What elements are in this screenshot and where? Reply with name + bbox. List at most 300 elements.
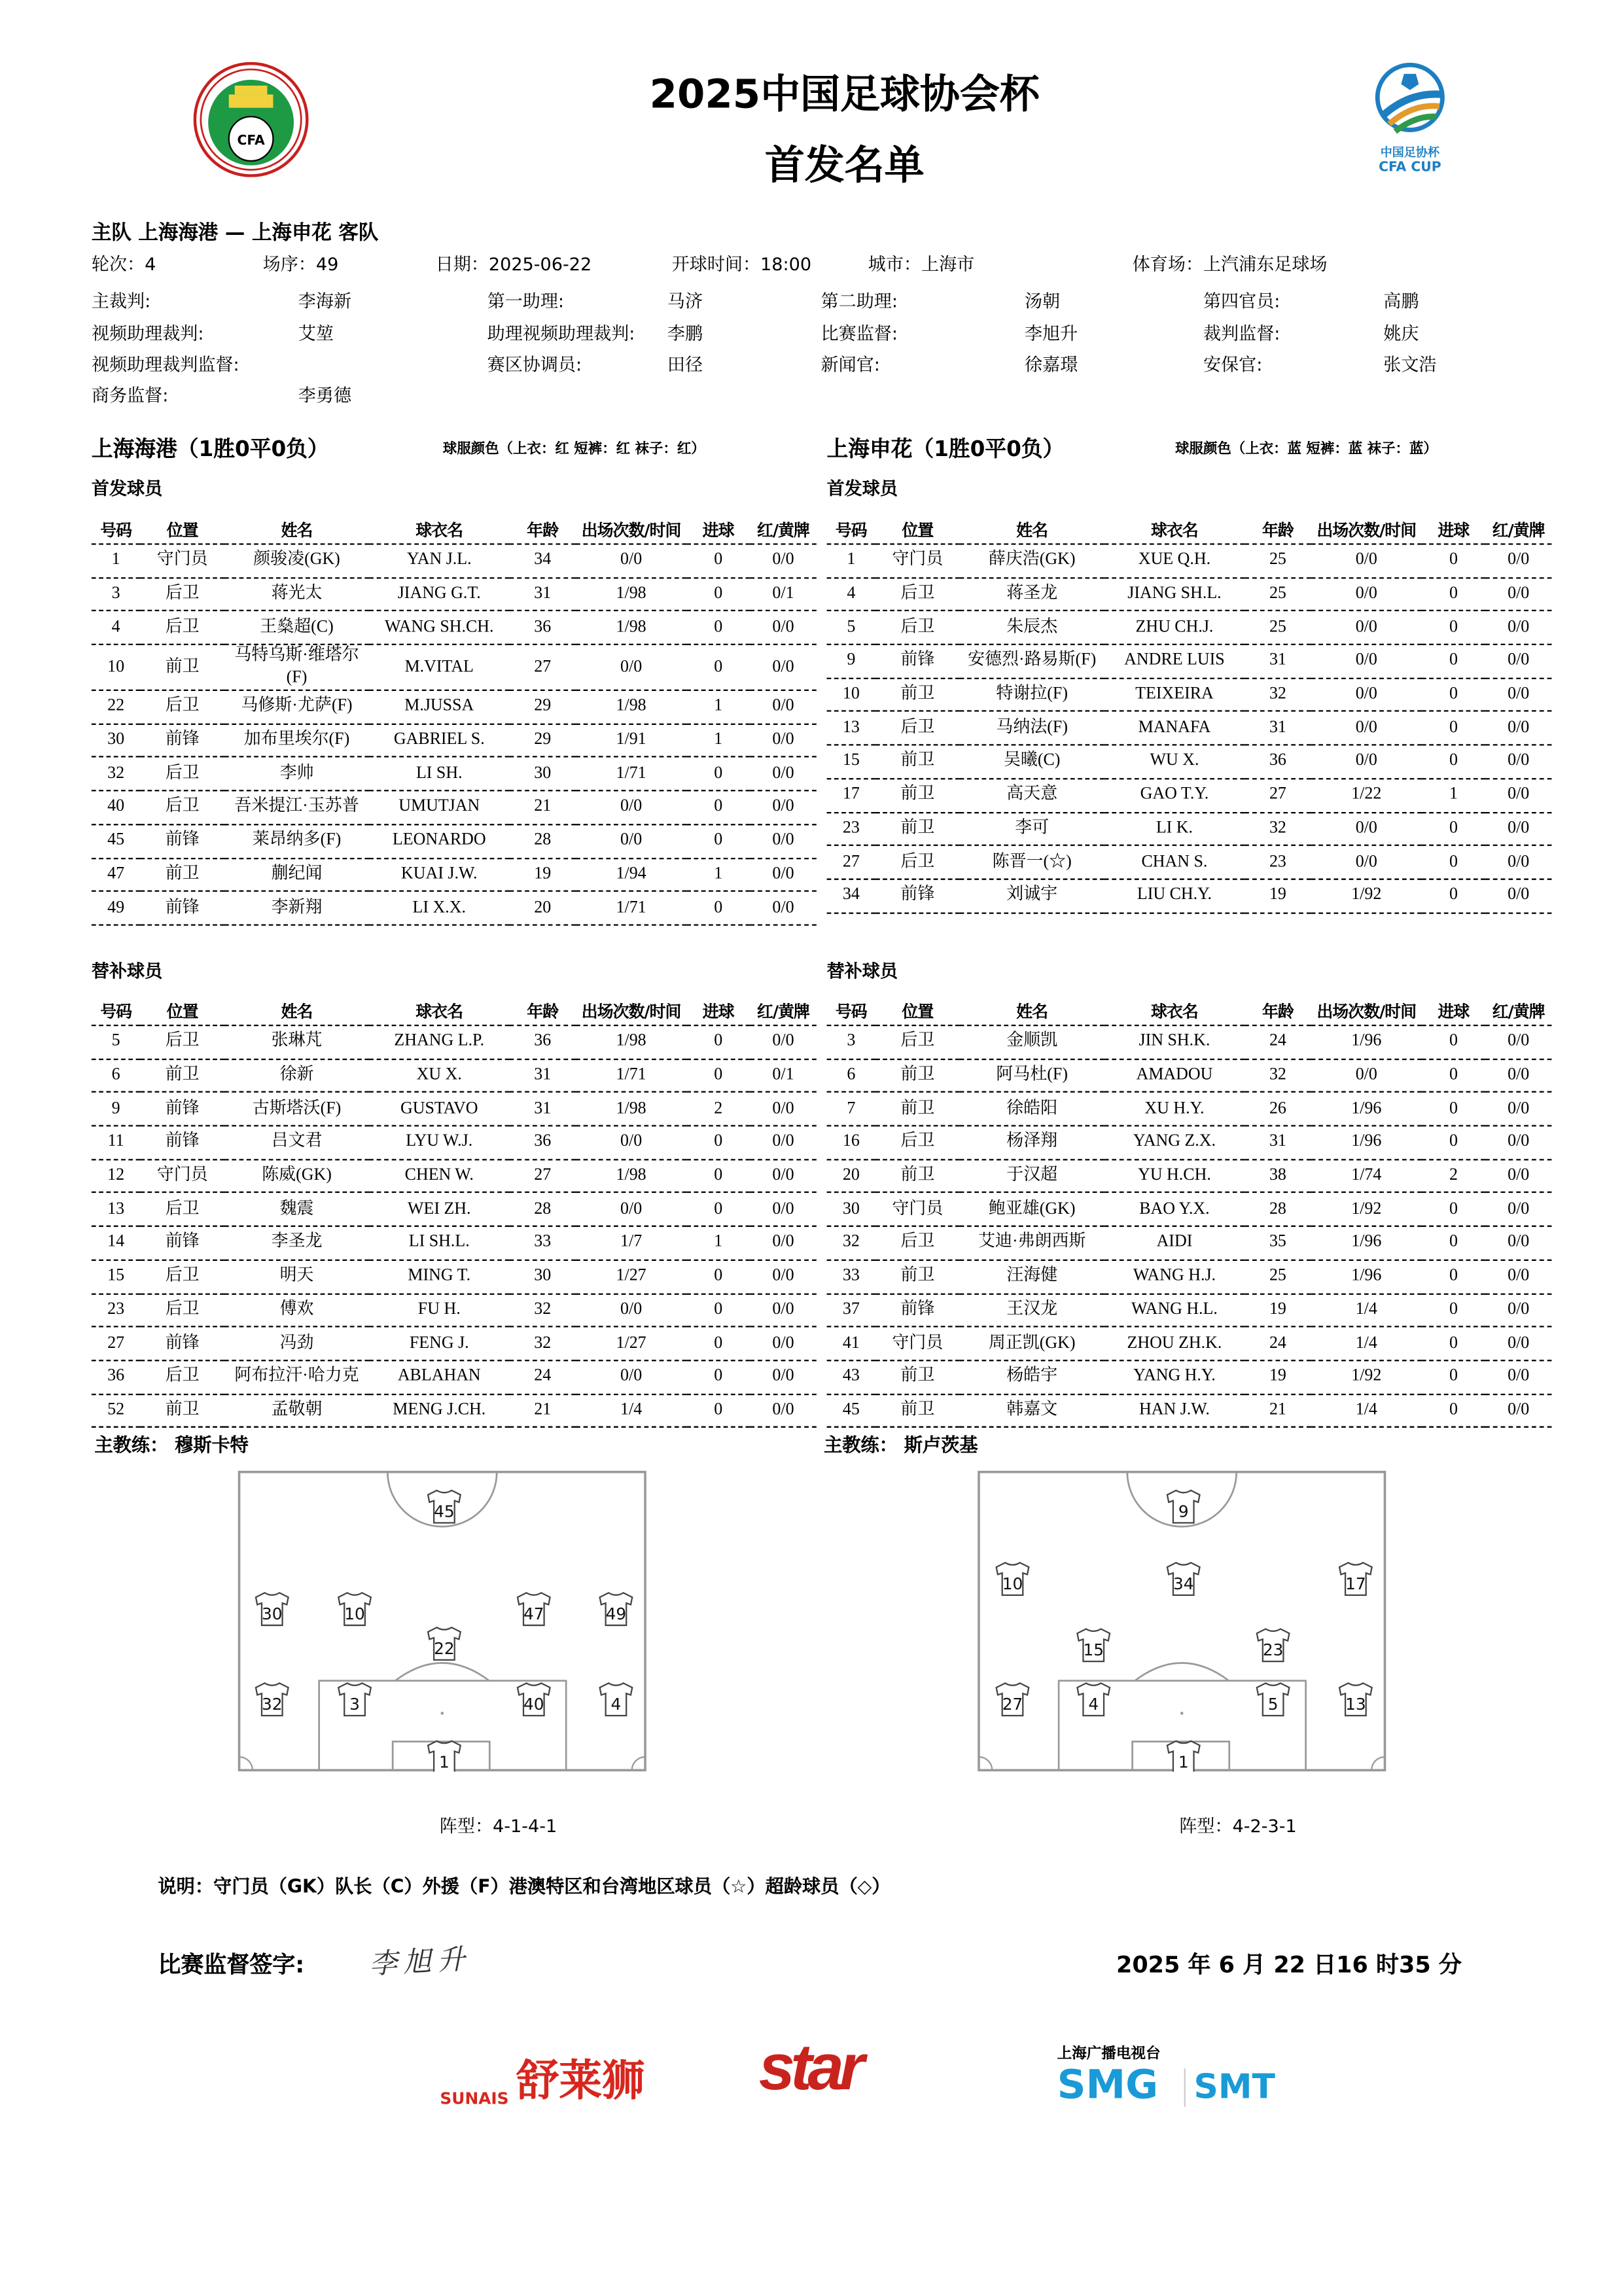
shirt-name: XUE Q.H. — [1104, 544, 1244, 577]
player-position: 后卫 — [875, 1226, 960, 1260]
shirt-name: LEONARDO — [369, 824, 509, 858]
player-number: 30 — [92, 724, 140, 757]
player-age: 26 — [1244, 1092, 1311, 1125]
cards: 0/0 — [1485, 1226, 1552, 1260]
goals: 0 — [1422, 544, 1485, 577]
player-name: 徐皓阳 — [960, 1092, 1104, 1125]
player-position: 前卫 — [140, 1394, 224, 1427]
goals: 0 — [686, 578, 750, 611]
official-label: 新闻官: — [821, 354, 880, 376]
player-shirt-number: 10 — [1002, 1574, 1023, 1593]
player-number: 13 — [92, 1193, 140, 1226]
cards: 0/0 — [750, 791, 817, 824]
cards: 0/0 — [1485, 1126, 1552, 1159]
table-row — [827, 1360, 1552, 1394]
cards: 0/0 — [1485, 1092, 1552, 1125]
shirt-name: YU H.CH. — [1104, 1159, 1244, 1193]
goals: 0 — [686, 1193, 750, 1226]
player-name: 吕文君 — [224, 1126, 369, 1159]
player-position: 后卫 — [140, 1193, 224, 1226]
player-number: 45 — [827, 1394, 875, 1427]
shirt-name: ZHANG L.P. — [369, 1025, 509, 1059]
table-row — [827, 1025, 1552, 1059]
cards: 0/0 — [1485, 645, 1552, 678]
table-row — [92, 544, 817, 577]
shirt-name: JIANG SH.L. — [1104, 578, 1244, 611]
goals: 0 — [1422, 745, 1485, 779]
goals: 0 — [1422, 1059, 1485, 1092]
sunais-cn-wordmark: 舒莱狮 — [516, 2055, 645, 2106]
table-row — [92, 1360, 817, 1394]
official-name: 高鹏 — [1383, 291, 1419, 312]
player-name: 阿马杜(F) — [960, 1059, 1104, 1092]
player-number: 20 — [827, 1159, 875, 1193]
table-row — [92, 690, 817, 724]
goals: 2 — [686, 1092, 750, 1125]
table-row — [92, 1394, 817, 1427]
appearances-minutes: 0/0 — [576, 824, 686, 858]
player-position: 前卫 — [140, 645, 224, 690]
player-shirt-number: 17 — [1345, 1574, 1366, 1593]
player-number: 15 — [827, 745, 875, 779]
appearances-minutes: 1/27 — [576, 1327, 686, 1360]
column-header: 位置 — [875, 509, 960, 544]
column-header: 球衣名 — [369, 991, 509, 1025]
official-name: 张文浩 — [1383, 354, 1437, 376]
player-number: 11 — [92, 1126, 140, 1159]
shirt-name: XU H.Y. — [1104, 1092, 1244, 1125]
player-shirt-number: 1 — [1178, 1752, 1189, 1772]
player-position: 后卫 — [875, 578, 960, 611]
cards: 0/0 — [750, 1126, 817, 1159]
player-shirt-number: 3 — [349, 1695, 360, 1714]
goals: 0 — [1422, 1126, 1485, 1159]
team-name: 上海申花（1胜0平0负） — [826, 438, 1065, 463]
goals: 0 — [1422, 645, 1485, 678]
goals: 1 — [686, 724, 750, 757]
player-name: 李圣龙 — [224, 1226, 369, 1260]
appearances-minutes: 1/92 — [1311, 879, 1422, 912]
appearances-minutes: 1/96 — [1311, 1126, 1422, 1159]
player-shirt-number: 1 — [439, 1752, 450, 1772]
cards: 0/0 — [750, 1260, 817, 1293]
player-name: 冯劲 — [224, 1327, 369, 1360]
player-number: 3 — [827, 1025, 875, 1059]
penalty-spot — [441, 1712, 444, 1715]
table-row — [92, 578, 817, 611]
appearances-minutes: 0/0 — [576, 791, 686, 824]
appearances-minutes: 0/0 — [576, 1360, 686, 1394]
shirt-name: ANDRE LUIS — [1104, 645, 1244, 678]
player-number: 45 — [92, 824, 140, 858]
shirt-name: LI SH.L. — [369, 1226, 509, 1260]
appearances-minutes: 0/0 — [1311, 578, 1422, 611]
cards: 0/0 — [1485, 1327, 1552, 1360]
player-number: 17 — [827, 779, 875, 812]
shirt-name: YANG Z.X. — [1104, 1126, 1244, 1159]
shirt-name: WANG H.J. — [1104, 1260, 1244, 1293]
appearances-minutes: 1/98 — [576, 690, 686, 724]
goals: 0 — [1422, 578, 1485, 611]
starters-table — [827, 509, 1552, 913]
table-header-row — [92, 509, 817, 544]
table-row — [827, 1260, 1552, 1293]
player-shirt-number: 9 — [1178, 1502, 1189, 1521]
appearances-minutes: 1/71 — [576, 757, 686, 790]
cards: 0/0 — [1485, 678, 1552, 711]
player-age: 32 — [1244, 812, 1311, 845]
goals: 0 — [1422, 1226, 1485, 1260]
player-age: 33 — [509, 1226, 576, 1260]
cards: 0/0 — [1485, 1360, 1552, 1394]
table-row — [92, 1327, 817, 1360]
player-position: 前卫 — [875, 1360, 960, 1394]
player-number: 10 — [827, 678, 875, 711]
player-shirt-number: 47 — [523, 1604, 544, 1623]
goals: 0 — [686, 1327, 750, 1360]
shirt-name: TEIXEIRA — [1104, 678, 1244, 711]
player-number: 36 — [92, 1360, 140, 1394]
official-name: 徐嘉璟 — [1024, 354, 1078, 376]
player-name: 明天 — [224, 1260, 369, 1293]
stadium: 体育场：上汽浦东足球场 — [1132, 254, 1328, 275]
player-age: 29 — [509, 724, 576, 757]
cards: 0/1 — [750, 1059, 817, 1092]
player-number: 12 — [92, 1159, 140, 1193]
column-header: 进球 — [686, 991, 750, 1025]
match-number: 场序：49 — [262, 254, 339, 275]
svg-text:CFA: CFA — [237, 132, 265, 149]
player-name: 颜骏凌(GK) — [224, 544, 369, 577]
player-number: 15 — [92, 1260, 140, 1293]
starters-table — [92, 509, 817, 925]
appearances-minutes: 1/96 — [1311, 1025, 1422, 1059]
goals: 0 — [686, 791, 750, 824]
cup-logo-en: CFA CUP — [1379, 160, 1441, 176]
shirt-name: ZHOU ZH.K. — [1104, 1327, 1244, 1360]
table-header-row — [827, 991, 1552, 1025]
appearances-minutes: 0/0 — [1311, 678, 1422, 711]
shirt-name: YANG H.Y. — [1104, 1360, 1244, 1394]
official-name: 姚庆 — [1383, 323, 1419, 344]
column-header: 球衣名 — [369, 509, 509, 544]
player-number: 41 — [827, 1327, 875, 1360]
player-name: 杨泽翔 — [960, 1126, 1104, 1159]
appearances-minutes: 0/0 — [1311, 544, 1422, 577]
goals: 0 — [686, 1294, 750, 1327]
shirt-name: AIDI — [1104, 1226, 1244, 1260]
table-row — [827, 544, 1552, 577]
player-position: 后卫 — [140, 1294, 224, 1327]
official-name: 李鹏 — [667, 323, 703, 344]
player-number: 49 — [92, 891, 140, 925]
goals: 0 — [686, 1025, 750, 1059]
appearances-minutes: 0/0 — [1311, 711, 1422, 745]
table-row — [827, 1193, 1552, 1226]
column-header: 号码 — [827, 509, 875, 544]
table-row — [827, 578, 1552, 611]
column-header: 年龄 — [1244, 991, 1311, 1025]
player-shirt-number: 32 — [261, 1695, 283, 1714]
table-row — [92, 824, 817, 858]
appearances-minutes: 1/94 — [576, 858, 686, 891]
player-shirt-number: 5 — [1267, 1695, 1279, 1714]
player-name: 蒋圣龙 — [960, 578, 1104, 611]
official-name: 田径 — [667, 354, 703, 376]
player-position: 前卫 — [875, 745, 960, 779]
player-number: 16 — [827, 1126, 875, 1159]
cards: 0/0 — [1485, 745, 1552, 779]
player-age: 31 — [1244, 1126, 1311, 1159]
player-age: 19 — [509, 858, 576, 891]
sponsor-sunais-logo — [440, 2048, 644, 2109]
official-name: 李勇德 — [298, 385, 352, 406]
player-position: 后卫 — [140, 1260, 224, 1293]
shirt-name: LYU W.J. — [369, 1126, 509, 1159]
player-name: 吾米提江·玉苏普 — [224, 791, 369, 824]
player-shirt-number: 4 — [610, 1695, 622, 1714]
shirt-name: M.JUSSA — [369, 690, 509, 724]
table-row — [92, 611, 817, 645]
player-name: 朱辰杰 — [960, 611, 1104, 645]
player-shirt-number: 22 — [434, 1638, 455, 1658]
shirt-name: MENG J.CH. — [369, 1394, 509, 1427]
shirt-name: LI X.X. — [369, 891, 509, 925]
player-position: 后卫 — [875, 845, 960, 879]
goals: 0 — [686, 1260, 750, 1293]
player-number: 4 — [827, 578, 875, 611]
city: 城市：上海市 — [868, 254, 975, 275]
appearances-minutes: 0/0 — [1311, 611, 1422, 645]
appearances-minutes: 0/0 — [1311, 812, 1422, 845]
player-age: 25 — [1244, 611, 1311, 645]
player-name: 王汉龙 — [960, 1294, 1104, 1327]
appearances-minutes: 0/0 — [576, 1294, 686, 1327]
player-name: 鲍亚雄(GK) — [960, 1193, 1104, 1226]
player-name: 李新翔 — [224, 891, 369, 925]
goals: 0 — [1422, 1260, 1485, 1293]
table-row — [827, 611, 1552, 645]
goals: 0 — [1422, 711, 1485, 745]
player-position: 后卫 — [140, 1360, 224, 1394]
player-name: 安德烈·路易斯(F) — [960, 645, 1104, 678]
cards: 0/0 — [1485, 1025, 1552, 1059]
player-name: 陈晋一(☆) — [960, 845, 1104, 879]
player-name: 艾迪·弗朗西斯 — [960, 1226, 1104, 1260]
cup-ball-icon — [1375, 62, 1445, 139]
player-name: 韩嘉文 — [960, 1394, 1104, 1427]
column-header: 球衣名 — [1104, 991, 1244, 1025]
player-name: 莱昂纳多(F) — [224, 824, 369, 858]
kickoff-time: 开球时间：18:00 — [671, 254, 812, 275]
shirt-name: CHEN W. — [369, 1159, 509, 1193]
cards: 0/0 — [1485, 779, 1552, 812]
shirt-name: GABRIEL S. — [369, 724, 509, 757]
goals: 0 — [686, 1059, 750, 1092]
table-row — [92, 1159, 817, 1193]
player-name: 杨皓宇 — [960, 1360, 1104, 1394]
goals: 0 — [1422, 1025, 1485, 1059]
appearances-minutes: 1/98 — [576, 1159, 686, 1193]
player-position: 前卫 — [875, 779, 960, 812]
official-label: 安保官: — [1203, 354, 1263, 376]
official-name: 艾堃 — [298, 323, 334, 344]
player-name: 阿布拉汗·哈力克 — [224, 1360, 369, 1394]
shirt-name: GUSTAVO — [369, 1092, 509, 1125]
appearances-minutes: 1/4 — [576, 1394, 686, 1427]
player-number: 32 — [827, 1226, 875, 1260]
cards: 0/0 — [1485, 845, 1552, 879]
table-row — [827, 879, 1552, 912]
smt-wordmark: SMT — [1184, 2068, 1275, 2107]
player-age: 19 — [1244, 1294, 1311, 1327]
player-number: 13 — [827, 711, 875, 745]
player-shirt-number: 4 — [1088, 1695, 1099, 1714]
player-name: 张琳芃 — [224, 1025, 369, 1059]
page-subtitle: 首发名单 — [764, 143, 925, 189]
player-name: 吴曦(C) — [960, 745, 1104, 779]
goals: 0 — [686, 645, 750, 690]
player-position: 前卫 — [140, 1059, 224, 1092]
shirt-name: UMUTJAN — [369, 791, 509, 824]
player-age: 19 — [1244, 879, 1311, 912]
cards: 0/0 — [750, 1294, 817, 1327]
player-position: 后卫 — [140, 690, 224, 724]
match-date: 日期：2025-06-22 — [435, 254, 592, 275]
player-shirt-number: 10 — [344, 1604, 365, 1623]
player-number: 47 — [92, 858, 140, 891]
column-header: 姓名 — [224, 509, 369, 544]
official-label: 裁判监督: — [1203, 323, 1280, 344]
column-header: 红/黄牌 — [750, 991, 817, 1025]
table-row — [92, 757, 817, 790]
player-age: 35 — [1244, 1226, 1311, 1260]
player-shirt-number: 27 — [1002, 1695, 1023, 1714]
cards: 0/0 — [1485, 611, 1552, 645]
player-number: 23 — [827, 812, 875, 845]
cards: 0/0 — [1485, 711, 1552, 745]
appearances-minutes: 1/74 — [1311, 1159, 1422, 1193]
player-age: 31 — [1244, 645, 1311, 678]
shirt-name: MING T. — [369, 1260, 509, 1293]
player-position: 后卫 — [140, 1025, 224, 1059]
cards: 0/0 — [1485, 578, 1552, 611]
player-age: 27 — [509, 1159, 576, 1193]
player-name: 蒋光太 — [224, 578, 369, 611]
official-name: 李海新 — [298, 291, 352, 312]
appearances-minutes: 1/4 — [1311, 1327, 1422, 1360]
player-number: 3 — [92, 578, 140, 611]
cards: 0/0 — [1485, 1159, 1552, 1193]
cards: 0/0 — [750, 824, 817, 858]
player-position: 守门员 — [140, 1159, 224, 1193]
formation-pitch — [238, 1470, 646, 1771]
table-row — [827, 1092, 1552, 1125]
player-position: 前卫 — [875, 1059, 960, 1092]
goals: 1 — [686, 1226, 750, 1260]
column-header: 姓名 — [960, 509, 1104, 544]
signature-timestamp: 2025 年 6 月 22 日16 时35 分 — [1116, 1951, 1462, 1979]
player-number: 9 — [92, 1092, 140, 1125]
player-number: 37 — [827, 1294, 875, 1327]
table-row — [827, 1159, 1552, 1193]
player-age: 34 — [509, 544, 576, 577]
shirt-name: GAO T.Y. — [1104, 779, 1244, 812]
player-name: 刘诚宇 — [960, 879, 1104, 912]
table-row — [92, 1294, 817, 1327]
player-position: 前卫 — [875, 1092, 960, 1125]
table-row — [92, 1126, 817, 1159]
player-position: 后卫 — [875, 1126, 960, 1159]
player-name: 薛庆浩(GK) — [960, 544, 1104, 577]
player-age: 21 — [1244, 1394, 1311, 1427]
table-row — [92, 1193, 817, 1226]
shirt-name: M.VITAL — [369, 645, 509, 690]
table-row — [92, 1260, 817, 1293]
table-row — [827, 845, 1552, 879]
player-age: 29 — [509, 690, 576, 724]
cards: 0/0 — [750, 611, 817, 645]
player-number: 40 — [92, 791, 140, 824]
column-header: 位置 — [140, 991, 224, 1025]
table-row — [827, 1394, 1552, 1427]
player-number: 30 — [827, 1193, 875, 1226]
goals: 1 — [686, 858, 750, 891]
formation-label: 阵型：4-2-3-1 — [1179, 1816, 1297, 1837]
appearances-minutes: 0/0 — [576, 544, 686, 577]
table-header-row — [827, 509, 1552, 544]
goals: 0 — [1422, 845, 1485, 879]
cards: 0/0 — [750, 1025, 817, 1059]
kit-colors: 球服颜色（上衣：红 短裤：红 袜子：红） — [442, 441, 705, 458]
player-position: 前卫 — [875, 1159, 960, 1193]
shirt-name: KUAI J.W. — [369, 858, 509, 891]
player-name: 高天意 — [960, 779, 1104, 812]
appearances-minutes: 1/98 — [576, 578, 686, 611]
player-number: 52 — [92, 1394, 140, 1427]
official-label: 主裁判: — [91, 291, 151, 312]
player-name: 古斯塔沃(F) — [224, 1092, 369, 1125]
appearances-minutes: 1/98 — [576, 1025, 686, 1059]
table-row — [827, 711, 1552, 745]
player-position: 前卫 — [140, 858, 224, 891]
goals: 0 — [686, 611, 750, 645]
table-row — [92, 724, 817, 757]
player-position: 守门员 — [140, 544, 224, 577]
player-shirt-number: 34 — [1173, 1574, 1194, 1593]
table-row — [827, 1327, 1552, 1360]
player-name: 加布里埃尔(F) — [224, 724, 369, 757]
cards: 0/0 — [750, 1092, 817, 1125]
player-age: 36 — [509, 1126, 576, 1159]
official-label: 第二助理: — [821, 291, 898, 312]
appearances-minutes: 0/0 — [1311, 645, 1422, 678]
player-age: 32 — [509, 1327, 576, 1360]
player-position: 前锋 — [875, 1294, 960, 1327]
smg-cn-wordmark: 上海广播电视台 — [1057, 2046, 1161, 2063]
shirt-name: WEI ZH. — [369, 1193, 509, 1226]
player-number: 14 — [92, 1226, 140, 1260]
goals: 1 — [1422, 779, 1485, 812]
appearances-minutes: 1/96 — [1311, 1092, 1422, 1125]
cards: 0/0 — [1485, 544, 1552, 577]
cards: 0/0 — [1485, 1260, 1552, 1293]
player-position: 前卫 — [875, 812, 960, 845]
appearances-minutes: 1/4 — [1311, 1294, 1422, 1327]
player-age: 24 — [1244, 1025, 1311, 1059]
player-age: 31 — [509, 1059, 576, 1092]
table-row — [92, 1226, 817, 1260]
